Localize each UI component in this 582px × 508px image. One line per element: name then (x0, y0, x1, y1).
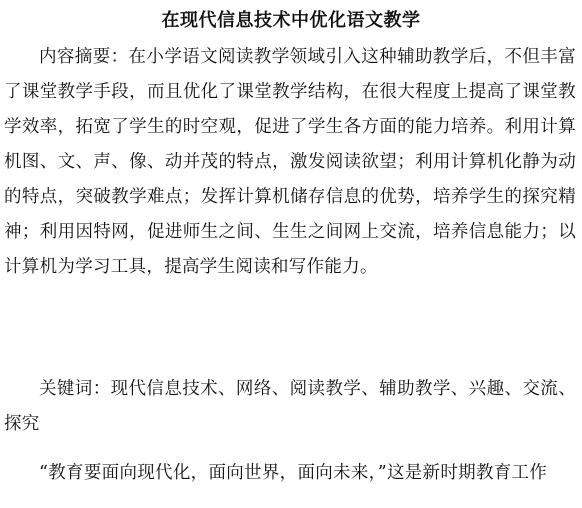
body-paragraph: “教育要面向现代化，面向世界，面向未来，”这是新时期教育工作 (39, 463, 548, 483)
keywords-paragraph: 关键词：现代信息技术、网络、阅读教学、辅助教学、兴趣、交流、探究 (4, 379, 576, 434)
document-title: 在现代信息技术中优化语文教学 (161, 10, 421, 31)
abstract-paragraph: 内容摘要：在小学语文阅读教学领域引入这种辅助教学后，不但丰富了课堂教学手段，而且优化了课堂教学结构，在很大程度上提高了课堂教学效率，拓宽了学生的时空观，促进了学生各方面的能力培养。利用计算机图、文、声、像、动并茂的特点，激发阅读欲望；利用计算机化静为动的特点，突破教学难点；发挥计算机储存信息的优势，培养学生的探究精神；利用因特网，促进师生之间、生生之间网上交流，培养信息能力；以计算机为学习工具，提高学生阅读和写作能力。 (4, 47, 576, 277)
